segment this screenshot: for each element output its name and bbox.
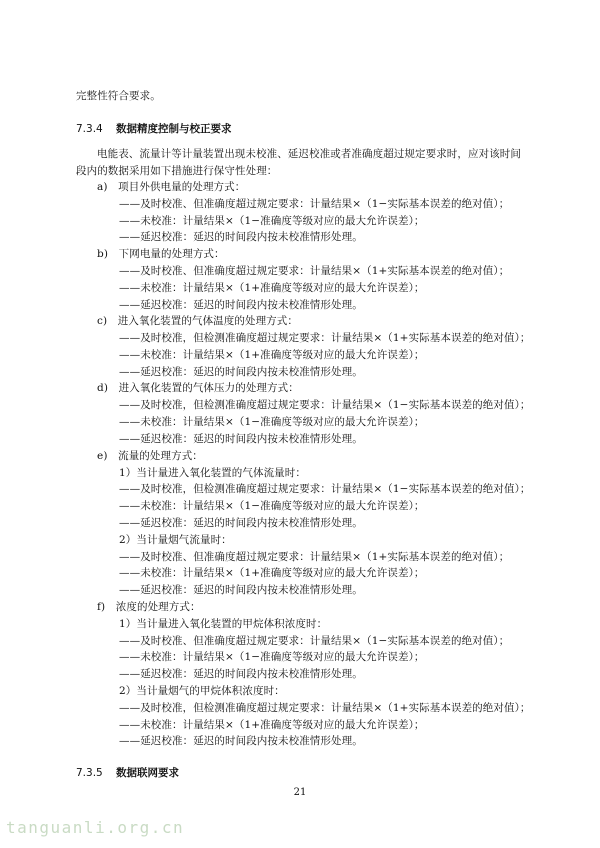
item-f-sub-2-line-2: ——未校准：计量结果×（1+准确度等级对应的最大允许误差）； (119, 719, 425, 731)
intro-line-1: 电能表、流量计等计量装置出现未校准、延迟校准或者准确度超过规定要求时，应对该时间 (97, 148, 521, 160)
item-f-title: f) 浓度的处理方式： (97, 601, 201, 613)
item-b-line-1: ——及时校准、但准确度超过规定要求：计量结果×（1+实际基本误差的绝对值）； (119, 265, 510, 277)
item-e-sub-2-line-1: ——及时校准、但准确度超过规定要求：计量结果×（1+实际基本误差的绝对值）； (119, 551, 510, 563)
item-f-sub-1-line-1: ——及时校准、但准确度超过规定要求：计量结果×（1−实际基本误差的绝对值）； (119, 635, 510, 647)
item-a-title: a) 项目外供电量的处理方式： (97, 181, 246, 193)
item-f-sub-2: 2）当计量烟气的甲烷体积浓度时： (119, 685, 285, 697)
item-d-line-2: ——未校准：计量结果×（1−准确度等级对应的最大允许误差）； (119, 416, 425, 428)
item-a-line-3: ——延迟校准：延迟的时间段内按未校准情形处理。 (119, 231, 363, 243)
continuation-text: 完整性符合要求。 (76, 90, 161, 102)
item-a-line-1: ——及时校准、但准确度超过规定要求：计量结果×（1−实际基本误差的绝对值）； (119, 198, 510, 210)
section-heading-7-3-5 (76, 766, 179, 780)
item-d-line-3: ——延迟校准：延迟的时间段内按未校准情形处理。 (119, 433, 363, 445)
section-heading-7-3-4 (76, 122, 232, 136)
item-f-sub-1-line-2: ——未校准：计量结果×（1−准确度等级对应的最大允许误差）； (119, 651, 425, 663)
intro-line-2: 段内的数据采用如下措施进行保守性处理： (76, 165, 278, 177)
item-c-line-2: ——未校准：计量结果×（1+准确度等级对应的最大允许误差）； (119, 349, 425, 361)
item-f-sub-2-line-3: ——延迟校准：延迟的时间段内按未校准情形处理。 (119, 735, 363, 747)
item-d-title: d) 进入氧化装置的气体压力的处理方式： (97, 382, 299, 394)
item-f-sub-2-line-1: ——及时校准，但检测准确度超过规定要求：计量结果×（1+实际基本误差的绝对值）； (119, 702, 531, 714)
page-number: 21 (293, 787, 307, 798)
section-title: 数据联网要求 (116, 767, 179, 779)
item-d-line-1: ——及时校准，但检测准确度超过规定要求：计量结果×（1−实际基本误差的绝对值）； (119, 399, 531, 411)
item-f-sub-1-line-3: ——延迟校准：延迟的时间段内按未校准情形处理。 (119, 668, 363, 680)
item-b-line-3: ——延迟校准：延迟的时间段内按未校准情形处理。 (119, 299, 363, 311)
item-e-sub-2-line-2: ——未校准：计量结果×（1+准确度等级对应的最大允许误差）； (119, 567, 425, 579)
section-number: 7.3.4 (76, 123, 103, 135)
section-number: 7.3.5 (76, 767, 103, 779)
item-c-line-3: ——延迟校准：延迟的时间段内按未校准情形处理。 (119, 366, 363, 378)
item-a-line-2: ——未校准：计量结果×（1−准确度等级对应的最大允许误差）； (119, 215, 425, 227)
item-c-line-1: ——及时校准，但检测准确度超过规定要求：计量结果×（1+实际基本误差的绝对值）； (119, 332, 531, 344)
item-e-sub-1-line-3: ——延迟校准：延迟的时间段内按未校准情形处理。 (119, 517, 363, 529)
item-f-sub-1: 1）当计量进入氧化装置的甲烷体积浓度时： (119, 618, 328, 630)
item-e-sub-2: 2）当计量烟气流量时： (119, 534, 232, 546)
item-c-title: c) 进入氧化装置的气体温度的处理方式： (97, 315, 298, 327)
item-e-sub-2-line-3: ——延迟校准：延迟的时间段内按未校准情形处理。 (119, 584, 363, 596)
item-e-sub-1-line-1: ——及时校准，但检测准确度超过规定要求：计量结果×（1−实际基本误差的绝对值）； (119, 483, 531, 495)
item-e-title: e) 流量的处理方式： (97, 450, 203, 462)
item-e-sub-1-line-2: ——未校准：计量结果×（1−准确度等级对应的最大允许误差）； (119, 500, 425, 512)
watermark-text: tanguanli.org.cn (6, 818, 185, 837)
item-b-title: b) 下网电量的处理方式： (97, 248, 225, 260)
section-title: 数据精度控制与校正要求 (116, 123, 232, 135)
item-b-line-2: ——未校准：计量结果×（1+准确度等级对应的最大允许误差）； (119, 282, 425, 294)
item-e-sub-1: 1）当计量进入氧化装置的气体流量时： (119, 467, 306, 479)
